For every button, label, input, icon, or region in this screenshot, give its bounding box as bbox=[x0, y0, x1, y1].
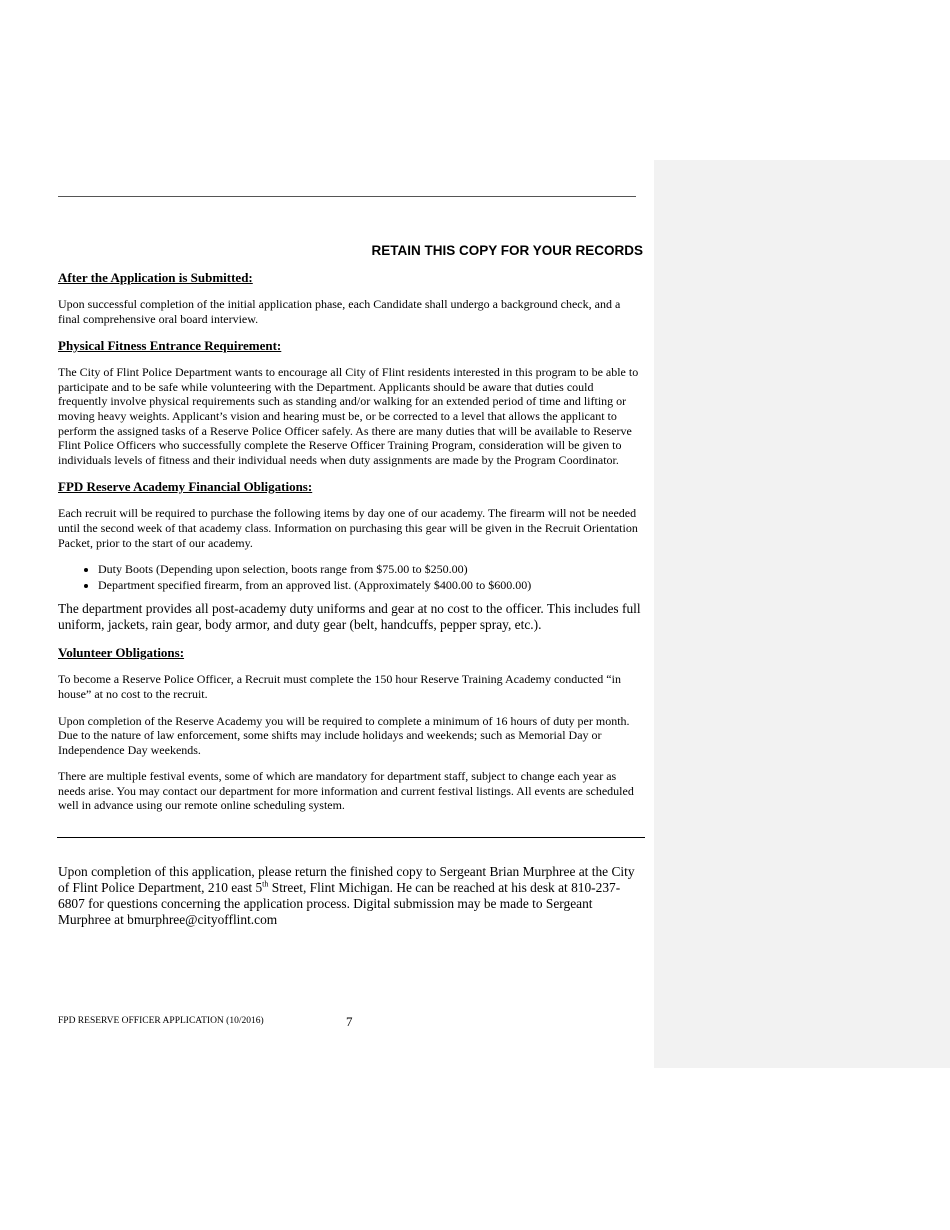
section-heading: Physical Fitness Entrance Requirement: bbox=[58, 338, 282, 354]
section-paragraph: There are multiple festival events, some of which are mandatory for department staff, subject to change each year as needs arise. You may contact our department for more information and current festival listings. All events are scheduled well in advance using our remote online scheduling system. bbox=[58, 769, 634, 813]
section-paragraph: Upon completion of the Reserve Academy you will be required to complete a minimum of 16 hours of duty per month. Due to the nature of law enforcement, some shifts may include holidays and weekends; such as Memorial Day or Independence Day weekends. bbox=[58, 713, 630, 757]
page-number: 7 bbox=[346, 1014, 353, 1029]
section-paragraph: To become a Reserve Police Officer, a Recruit must complete the 150 hour Reserve Training Academy conducted “in house” at no cost to the recruit. bbox=[58, 672, 621, 701]
header-divider bbox=[58, 196, 636, 197]
section-paragraph: Upon successful completion of the initial application phase, each Candidate shall undergo a background check, and a final comprehensive oral board interview. bbox=[58, 297, 621, 326]
section-financial-obligations bbox=[58, 479, 643, 633]
section-heading: FPD Reserve Academy Financial Obligations: bbox=[58, 479, 313, 495]
list-item-duty-boots: • Duty Boots (Depending upon selection, boots range from $75.00 to $250.00) bbox=[98, 562, 643, 577]
section-volunteer-obligations bbox=[58, 645, 643, 813]
section-physical-fitness bbox=[58, 338, 643, 467]
closing-instructions bbox=[58, 864, 643, 928]
retain-notice: RETAIN THIS COPY FOR YOUR RECORDS bbox=[371, 243, 643, 258]
section-paragraph: Each recruit will be required to purchase the following items by day one of our academy. The firearm will not be needed until the second week of that academy class. Information on purchasing this gear will be given in the Recruit Orientation Packet, prior to the start of our academy. bbox=[58, 506, 638, 550]
footer-form-name: FPD RESERVE OFFICER APPLICATION (10/2016) bbox=[58, 1016, 264, 1026]
comment-margin-pane bbox=[654, 160, 950, 1068]
section-heading: After the Application is Submitted: bbox=[58, 270, 253, 285]
section-heading: Volunteer Obligations: bbox=[58, 645, 185, 661]
section-divider bbox=[57, 837, 645, 838]
ordinal-suffix: th bbox=[262, 879, 269, 889]
closing-text-start: Upon completion of this application, please return the finished copy to Sergeant Brian Murphree at the City of Flint Police Department, 210 east 5 bbox=[58, 864, 635, 895]
closing-text-end: Street, Flint Michigan. He can be reached at his desk at 810-237-6807 for questions concerning the application process. Digital submission may be made to Sergeant Murphree at bmurphree@cityofflint.com bbox=[58, 880, 621, 927]
section-paragraph: The City of Flint Police Department wants to encourage all City of Flint residents interested in this program to be able to participate and to be safe while volunteering with the Department. Applicants should be aware that duties could frequently involve physical requirements such as standing and/or walking for an extended period of time and lifting or moving heavy weights. Applicant’s vision and hearing must be, or be corrected to a level that allows the applicant to perform the assigned tasks of a Reserve Police Officer safely. As there are many duties that will be available to Reserve Flint Police Officers who successfully complete the Reserve Officer Training Program, consideration will be given to individuals levels of fitness and their individual needs when duty assignments are made by the Program Coordinator. bbox=[58, 365, 639, 467]
uniform-note: The department provides all post-academy duty uniforms and gear at no cost to the officer. This includes full uniform, jackets, rain gear, body armor, and duty gear (belt, handcuffs, pepper spray, etc.). bbox=[58, 601, 641, 633]
required-items-list bbox=[58, 562, 643, 592]
document-body bbox=[58, 270, 643, 825]
list-item-firearm: • Department specified firearm, from an approved list. (Approximately $400.00 to $600.00) bbox=[98, 578, 643, 593]
section-after-submission bbox=[58, 270, 643, 326]
